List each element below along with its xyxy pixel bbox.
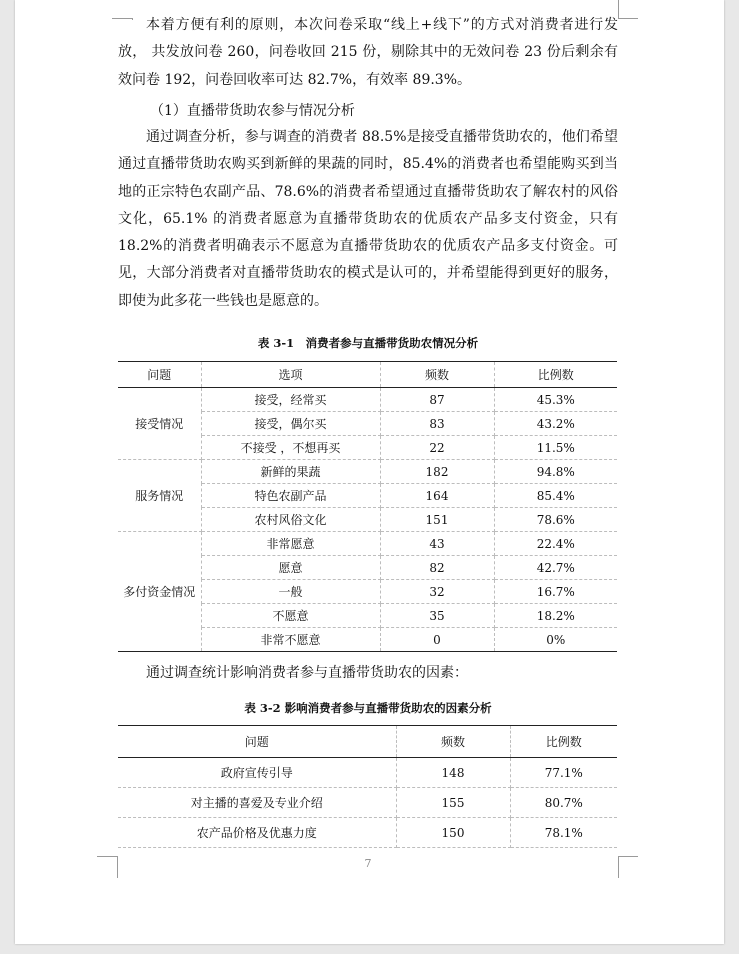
section-subheading: （1）直播带货助农参与情况分析 bbox=[150, 103, 355, 119]
factors-intro-paragraph: 通过调查统计影响消费者参与直播带货助农的因素： bbox=[146, 665, 468, 681]
option-cell: 愿意 bbox=[201, 556, 380, 580]
table-row bbox=[118, 758, 617, 788]
percent-cell: 11.5% bbox=[494, 436, 617, 460]
count-cell: 83 bbox=[380, 412, 494, 436]
table-row bbox=[118, 818, 617, 848]
option-cell: 不愿意 bbox=[201, 604, 380, 628]
count-cell: 151 bbox=[380, 508, 494, 532]
crop-mark-bottom-left bbox=[97, 856, 117, 857]
count-cell: 35 bbox=[380, 604, 494, 628]
option-cell: 不接受 ，不想再买 bbox=[201, 436, 380, 460]
group-label-cell: 多付资金情况 bbox=[118, 532, 201, 652]
table-header-row bbox=[118, 362, 617, 388]
count-cell: 82 bbox=[380, 556, 494, 580]
table1-caption: 表 3-1 消费者参与直播带货助农情况分析 bbox=[257, 336, 479, 350]
percent-cell: 78.6% bbox=[494, 508, 617, 532]
group-label-cell: 服务情况 bbox=[118, 460, 201, 532]
count-cell: 182 bbox=[380, 460, 494, 484]
factor-cell: 政府宣传引导 bbox=[118, 758, 396, 788]
option-cell: 一般 bbox=[201, 580, 380, 604]
crop-mark-top-right bbox=[618, 0, 619, 18]
column-header: 比例数 bbox=[494, 362, 617, 388]
percent-cell: 77.1% bbox=[510, 758, 617, 788]
page-number: 7 bbox=[364, 857, 372, 870]
factors-table bbox=[118, 725, 617, 848]
column-header: 比例数 bbox=[510, 726, 617, 758]
percent-cell: 94.8% bbox=[494, 460, 617, 484]
column-header: 问题 bbox=[118, 362, 201, 388]
count-cell: 164 bbox=[380, 484, 494, 508]
percent-cell: 43.2% bbox=[494, 412, 617, 436]
intro-paragraph: 本着方便有利的原则，本次问卷采取“线上+线下”的方式对消费者进行发放， 共发放问卷 260，问卷收回 215 份，剔除其中的无效问卷 23 份后剩余有效问卷 192，问卷回收率可达 82.7%，有效率 89.3%。 bbox=[118, 17, 618, 88]
percent-cell: 16.7% bbox=[494, 580, 617, 604]
analysis-paragraph: 通过调查分析，参与调查的消费者 88.5%是接受直播带货助农的，他们希望通过直播带货助农购买到新鲜的果蔬的同时，85.4%的消费者也希望能购买到当地的正宗特色农副产品、78.6%的消费者希望通过直播带货助农了解农村的风俗文化，65.1% 的消费者愿意为直播带货助农的优质农产品多支付资金，只有 18.2%的消费者明确表示不愿意为直播带货助农的优质农产品多支付资金。可见，大部分消费者对直播带货助农的模式是认可的，并希望能得到更好的服务，即使为此多花一些钱也是愿意的。 bbox=[118, 129, 618, 309]
percent-cell: 78.1% bbox=[510, 818, 617, 848]
column-header: 选项 bbox=[201, 362, 380, 388]
column-header: 频数 bbox=[380, 362, 494, 388]
crop-mark-bottom-right bbox=[618, 856, 638, 857]
factor-cell: 农产品价格及优惠力度 bbox=[118, 818, 396, 848]
count-cell: 0 bbox=[380, 628, 494, 652]
option-cell: 新鲜的果蔬 bbox=[201, 460, 380, 484]
percent-cell: 42.7% bbox=[494, 556, 617, 580]
percent-cell: 22.4% bbox=[494, 532, 617, 556]
percent-cell: 18.2% bbox=[494, 604, 617, 628]
table-row bbox=[118, 788, 617, 818]
crop-mark-top-right-h bbox=[618, 18, 638, 19]
table-row bbox=[118, 532, 617, 556]
table-row bbox=[118, 460, 617, 484]
participation-table bbox=[118, 361, 617, 652]
percent-cell: 0% bbox=[494, 628, 617, 652]
option-cell: 非常愿意 bbox=[201, 532, 380, 556]
count-cell: 148 bbox=[396, 758, 510, 788]
count-cell: 32 bbox=[380, 580, 494, 604]
percent-cell: 80.7% bbox=[510, 788, 617, 818]
column-header: 频数 bbox=[396, 726, 510, 758]
count-cell: 87 bbox=[380, 388, 494, 412]
count-cell: 155 bbox=[396, 788, 510, 818]
percent-cell: 85.4% bbox=[494, 484, 617, 508]
group-label-cell: 接受情况 bbox=[118, 388, 201, 460]
table-row bbox=[118, 388, 617, 412]
count-cell: 150 bbox=[396, 818, 510, 848]
count-cell: 22 bbox=[380, 436, 494, 460]
option-cell: 农村风俗文化 bbox=[201, 508, 380, 532]
crop-mark-bottom-right-v bbox=[618, 856, 619, 878]
option-cell: 接受，经常买 bbox=[201, 388, 380, 412]
count-cell: 43 bbox=[380, 532, 494, 556]
table-header-row bbox=[118, 726, 617, 758]
column-header: 问题 bbox=[118, 726, 396, 758]
option-cell: 非常不愿意 bbox=[201, 628, 380, 652]
option-cell: 接受，偶尔买 bbox=[201, 412, 380, 436]
percent-cell: 45.3% bbox=[494, 388, 617, 412]
option-cell: 特色农副产品 bbox=[201, 484, 380, 508]
table2-caption: 表 3-2 影响消费者参与直播带货助农的因素分析 bbox=[244, 701, 492, 715]
factor-cell: 对主播的喜爱及专业介绍 bbox=[118, 788, 396, 818]
